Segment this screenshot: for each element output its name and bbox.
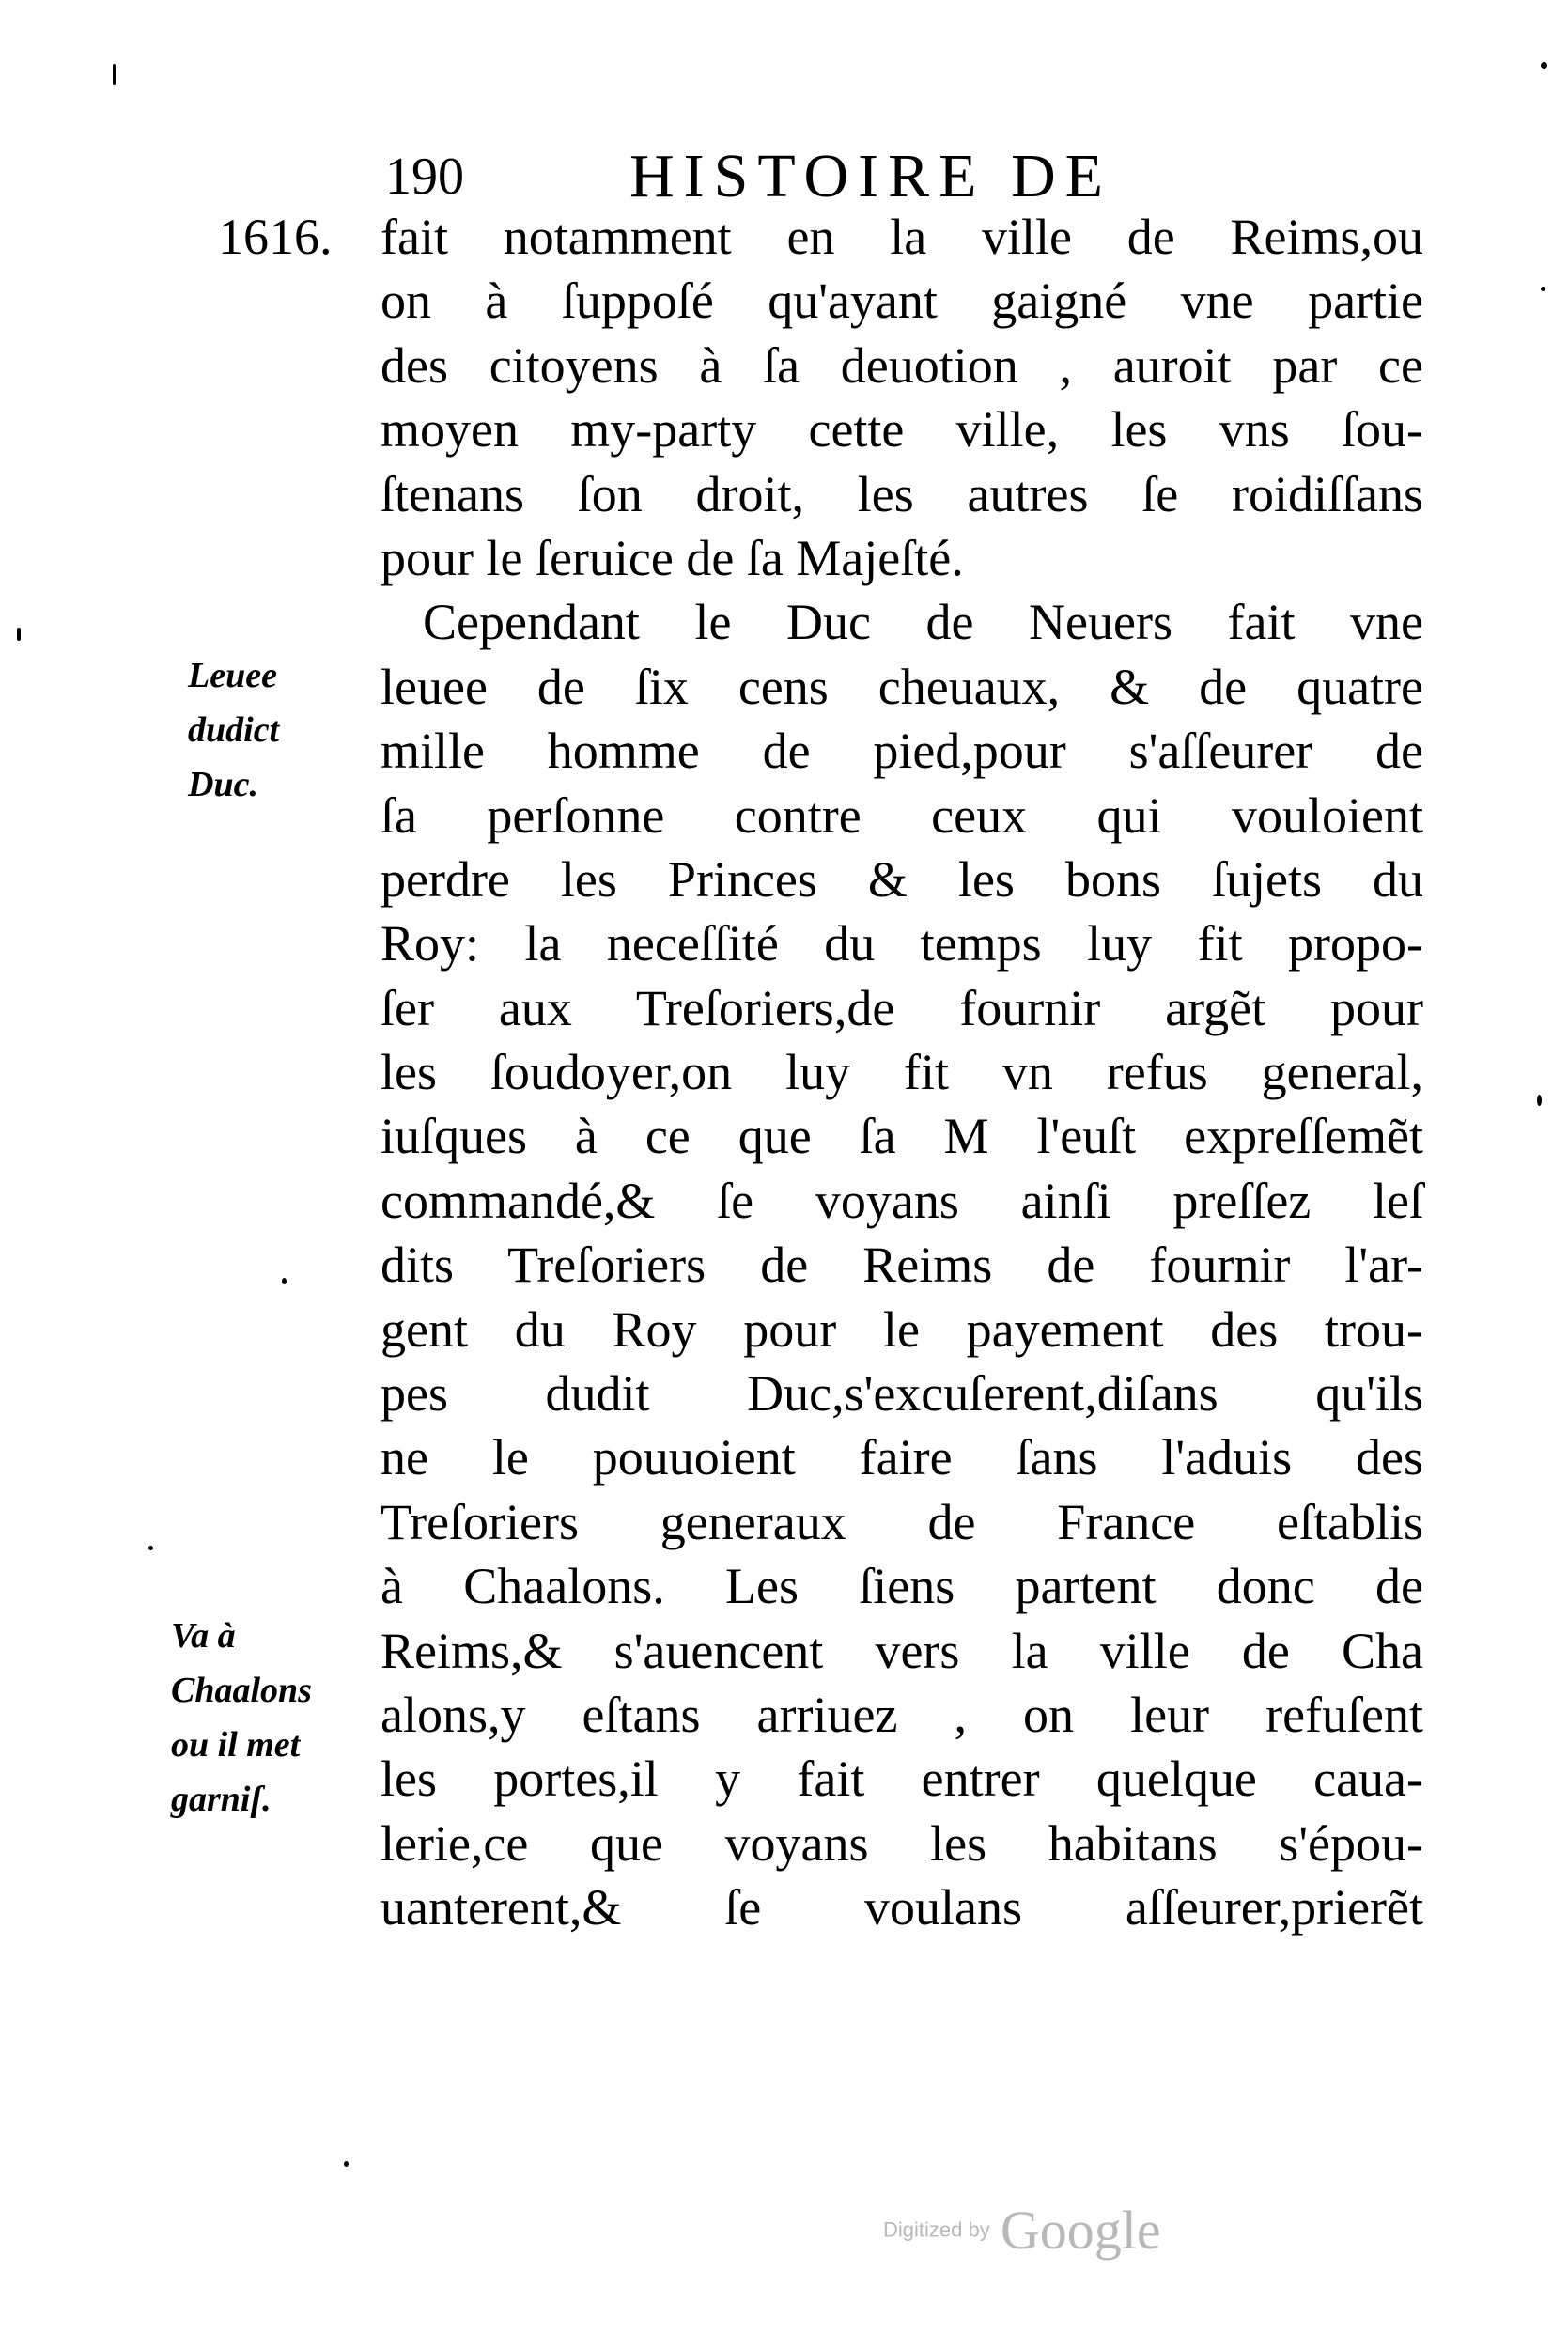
ink-speck [148, 1546, 153, 1550]
text-line: ſer aux Treſoriers,de fournir argẽt pour [380, 979, 1423, 1036]
text-line: gent du Roy pour le payement des trou- [380, 1300, 1423, 1358]
text-line: pour le ſeruice de ſa Majeſté. [380, 529, 964, 586]
text-line: des citoyens à ſa deuotion , auroit par ce [380, 336, 1423, 394]
text-line: les portes,il y fait entrer quelque caua- [380, 1750, 1423, 1808]
margin-year: 1616. [218, 209, 333, 265]
text-line: on à ſuppoſé qu'ayant gaigné vne partie [380, 272, 1423, 330]
marginal-note [171, 1609, 312, 1827]
marginal-note [188, 648, 279, 812]
watermark-brand: Google [1000, 2200, 1161, 2261]
ink-speck [113, 64, 116, 85]
text-line: à Chaalons. Les ſiens partent donc de [380, 1558, 1423, 1615]
running-title: HISTOIRE DE [629, 142, 1112, 210]
ink-speck [282, 1278, 287, 1284]
ink-speck [1537, 1095, 1542, 1106]
text-line: alons,y eſtans arriuez , on leur refuſent [380, 1686, 1423, 1743]
text-line: perdre les Princes & les bons ſujets du [380, 850, 1423, 908]
text-line: Treſoriers generaux de France eſtablis [380, 1493, 1423, 1550]
marginal-note-line: Duc. [188, 765, 258, 804]
text-line: uanterent,& ſe voulans aſſeurer,prierẽt [380, 1879, 1423, 1937]
marginal-note-line: garniſ. [171, 1780, 272, 1819]
marginal-note-line: Leuee [188, 656, 277, 695]
digitization-watermark [883, 2199, 1161, 2262]
page-number: 190 [385, 148, 464, 206]
text-line: lerie,ce que voyans les habitans s'épou- [380, 1814, 1423, 1872]
text-line: commandé,& ſe voyans ainſi preſſez leſ [380, 1172, 1423, 1229]
text-line: pes dudit Duc,s'excuſerent,diſans qu'ils [380, 1365, 1423, 1423]
text-line: Cependant le Duc de Neuers fait vne [423, 594, 1423, 651]
text-line: les ſoudoyer,on luy fit vn refus general, [380, 1044, 1423, 1101]
text-line: Roy: la neceſſité du temps luy fit propo- [380, 915, 1423, 972]
text-line: fait notamment en la ville de Reims,ou [380, 209, 1423, 265]
page-header [385, 139, 1231, 214]
watermark-prefix: Digitized by [883, 2217, 990, 2242]
marginal-note-line: ou il met [171, 1725, 301, 1765]
marginal-note-line: Va à [171, 1616, 236, 1656]
ink-speck [1541, 62, 1547, 69]
marginal-note-line: Chaalons [171, 1671, 312, 1710]
text-line: mille homme de pied,pour s'aſſeurer de [380, 723, 1423, 780]
text-line: moyen my-party cette ville, les vns ſou- [380, 401, 1423, 459]
text-line: leuee de ſix cens cheuaux, & de quatre [380, 658, 1423, 715]
text-line: ſa perſonne contre ceux qui vouloient [380, 786, 1423, 844]
marginal-note-line: dudict [188, 710, 280, 750]
ink-speck [344, 2161, 349, 2167]
ink-speck [17, 628, 21, 641]
text-line: Reims,& s'auencent vers la ville de Cha [380, 1622, 1423, 1679]
text-line: iuſques à ce que ſa M l'euſt expreſſemẽt [380, 1108, 1423, 1165]
text-line: ne le pouuoient faire ſans l'aduis des [380, 1429, 1423, 1486]
text-line: dits Treſoriers de Reims de fournir l'ar- [380, 1237, 1423, 1294]
ink-speck [1541, 287, 1545, 291]
body-text [380, 205, 1423, 1940]
text-line: ſtenans ſon droit, les autres ſe roidiſſans [380, 465, 1423, 522]
